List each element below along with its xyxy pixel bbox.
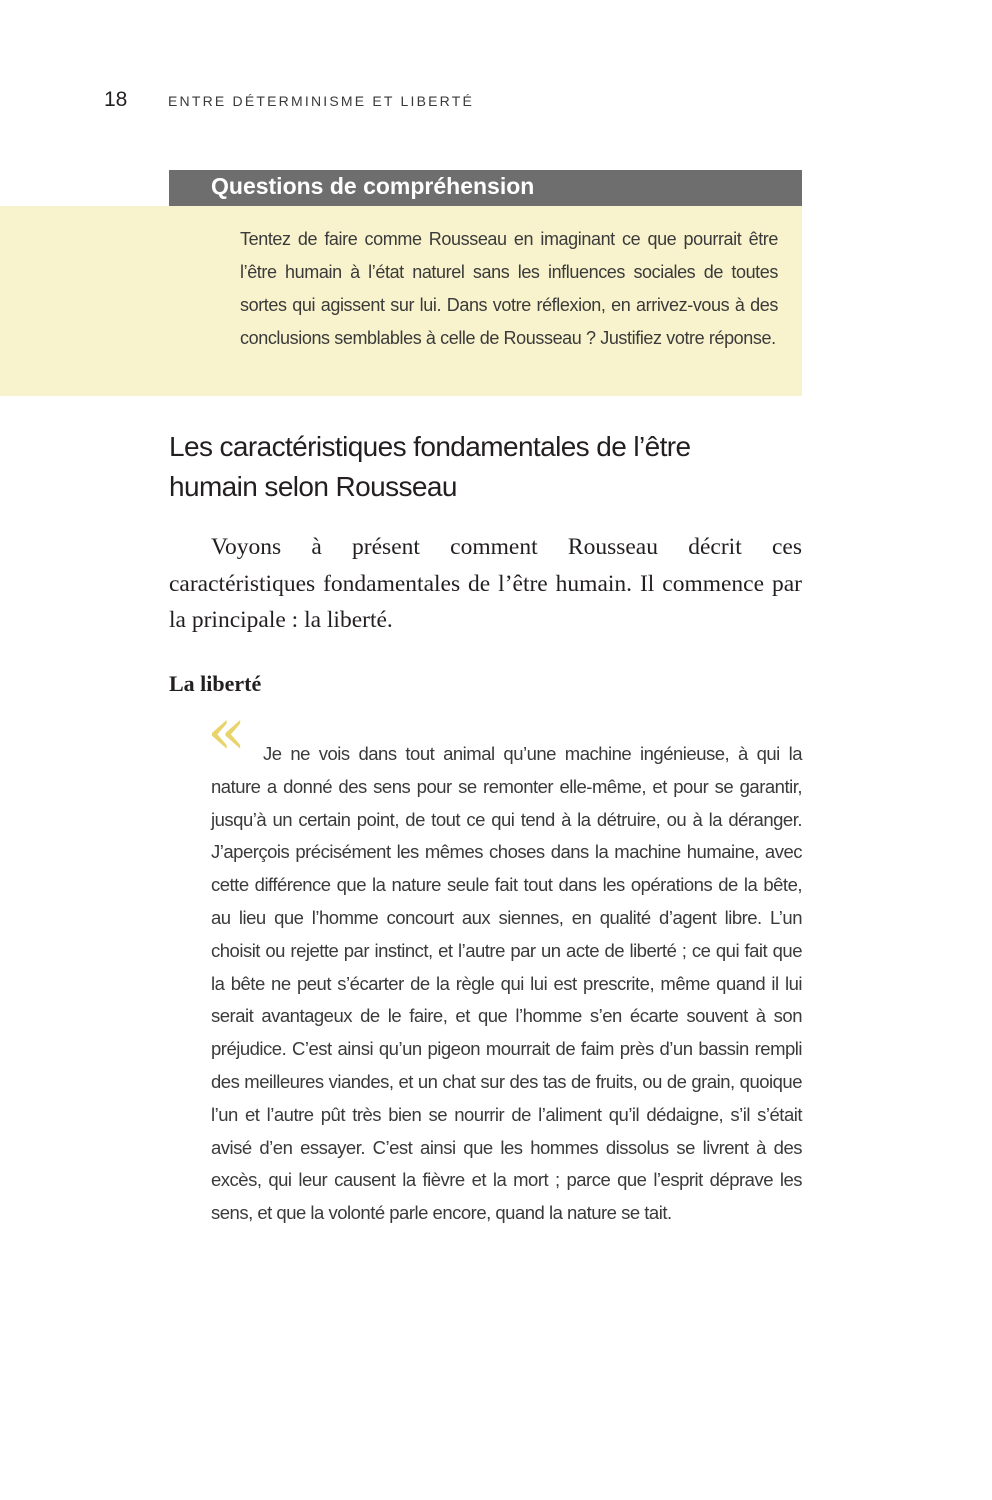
page-header [104,88,804,118]
quote-paragraph: Je ne vois dans tout animal qu’une machine ingénieuse, à qui la nature a donné des sens pour se remonter elle-même, et pour se garantir, jusqu’à un certain point, de tout ce qui tend à la détruire, ou à la déranger. J’aperçois précisément les mêmes choses dans la machine humaine, avec cette différence que la nature seule fait tout dans les opérations de la bête, au lieu que l’homme concourt aux siennes, en qualité d’agent libre. L’un choisit ou rejette par instinct, et l’autre par un acte de liberté ; ce qui fait que la bête ne peut s’écarter de la règle qui lui est prescrite, même quand il lui serait avantageux de le faire, et que l’homme s’en écarte souvent à son préjudice. C’est ainsi qu’un pigeon mourrait de faim près d’un bassin rempli des meilleures viandes, et un chat sur des tas de fruits, ou de grain, quoique l’un et l’autre pût très bien se nourrir de l’aliment qu’il dédaigne, s’il s’était avisé d’en essayer. C’est ainsi que les hommes dissolus se livrent à des excès, qui leur causent la fièvre et la mort ; parce que l’esprit déprave les sens, et que la volonté parle encore, quand la nature se tait. [211,743,802,1224]
subsection-heading: La liberté [169,671,262,696]
questions-text: Tentez de faire comme Rousseau en imaginant ce que pourrait être l’être humain à l’état naturel sans les influences sociales de toutes sortes qui agissent sur lui. Dans votre réflexion, en arrivez-vous à des conclusions semblables à celle de Rousseau ? Justifiez votre réponse. [240,229,778,348]
page-number: 18 [104,88,128,111]
running-title: ENTRE DÉTERMINISME ET LIBERTÉ [168,93,474,109]
intro-paragraph: Voyons à présent comment Rousseau décrit ces caractéristiques fondamentales de l’être humain. Il commence par la principale : la liberté. [169,534,802,633]
section-heading: Les caractéristiques fondamentales de l’être humain selon Rousseau [169,431,691,502]
open-quote-icon: « [207,695,247,769]
questions-box [0,206,802,396]
questions-title-bar [169,170,802,206]
questions-title: Questions de compréhension [211,173,535,199]
